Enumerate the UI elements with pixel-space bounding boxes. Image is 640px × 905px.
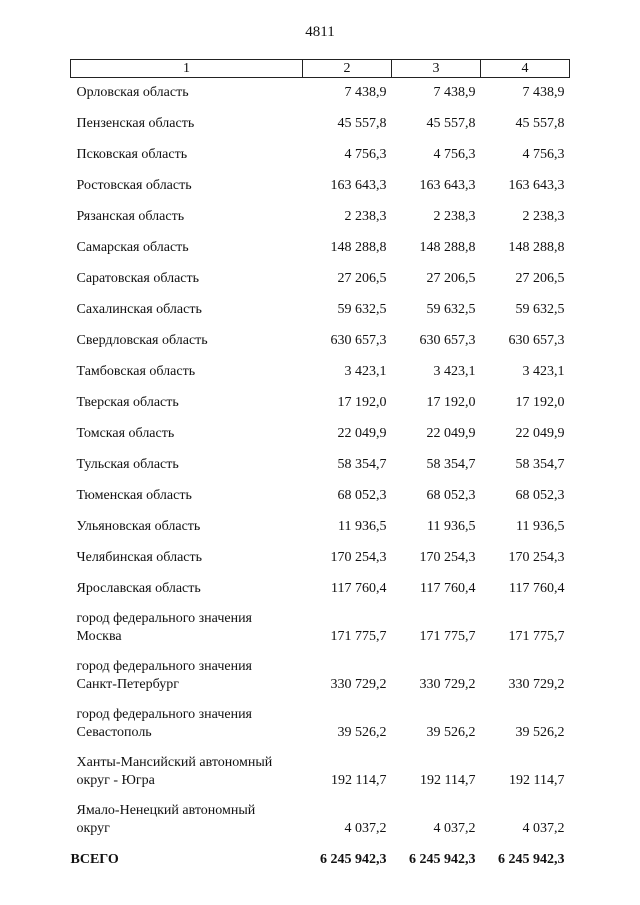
amount-cell-col2: 192 114,7 bbox=[331, 773, 387, 788]
table-row bbox=[71, 539, 570, 570]
amount-cell-col4: 117 760,4 bbox=[509, 581, 565, 596]
table-row bbox=[71, 78, 570, 106]
region-name-cell: Ярославская область bbox=[76, 581, 201, 596]
total-amount-col4: 6 245 942,3 bbox=[498, 852, 565, 867]
amount-cell-col2: 68 052,3 bbox=[337, 488, 387, 503]
amount-cell-col2: 330 729,2 bbox=[330, 677, 387, 692]
total-amount-col2: 6 245 942,3 bbox=[320, 852, 387, 867]
amount-cell-col3: 58 354,7 bbox=[426, 457, 476, 472]
amount-cell-col2: 163 643,3 bbox=[330, 178, 387, 193]
amount-cell-col3: 4 037,2 bbox=[433, 821, 476, 836]
amount-cell-col2: 17 192,0 bbox=[337, 395, 387, 410]
amount-cell-col3: 17 192,0 bbox=[426, 395, 476, 410]
amount-cell-col3: 59 632,5 bbox=[426, 302, 476, 317]
amount-cell-col3: 11 936,5 bbox=[427, 519, 476, 534]
amount-cell-col4: 192 114,7 bbox=[509, 773, 565, 788]
region-name-cell: Тюменская область bbox=[76, 488, 192, 503]
amount-cell-col4: 4 756,3 bbox=[522, 147, 565, 162]
amount-cell-col4: 2 238,3 bbox=[522, 209, 565, 224]
amount-cell-col3: 4 756,3 bbox=[433, 147, 476, 162]
amount-cell-col2: 171 775,7 bbox=[330, 629, 387, 644]
amount-cell-col2: 58 354,7 bbox=[337, 457, 387, 472]
amount-cell-col4: 39 526,2 bbox=[515, 725, 565, 740]
amount-cell-col2: 39 526,2 bbox=[337, 725, 387, 740]
amount-cell-col3: 45 557,8 bbox=[426, 116, 476, 131]
amount-cell-col4: 163 643,3 bbox=[508, 178, 565, 193]
amount-cell-col2: 148 288,8 bbox=[330, 240, 387, 255]
table-row bbox=[71, 508, 570, 539]
region-name-cell: Сахалинская область bbox=[76, 302, 202, 317]
region-name-cell: город федерального значения Москва bbox=[76, 611, 252, 644]
region-name-cell: Ямало-Ненецкий автономный округ bbox=[76, 803, 256, 836]
table-row bbox=[71, 745, 570, 793]
table-row bbox=[71, 477, 570, 508]
amount-cell-col4: 7 438,9 bbox=[522, 85, 565, 100]
amount-cell-col4: 4 037,2 bbox=[522, 821, 565, 836]
region-name-cell: Ханты-Мансийский автономный округ - Югра bbox=[76, 755, 273, 788]
amount-cell-col2: 117 760,4 bbox=[331, 581, 387, 596]
amount-cell-col2: 11 936,5 bbox=[338, 519, 387, 534]
amount-cell-col2: 4 756,3 bbox=[344, 147, 387, 162]
header-row bbox=[71, 60, 570, 78]
amount-cell-col3: 148 288,8 bbox=[419, 240, 476, 255]
region-name-cell: Тульская область bbox=[76, 457, 179, 472]
table-row bbox=[71, 322, 570, 353]
column-header-1: 1 bbox=[71, 60, 303, 78]
region-name-cell: Рязанская область bbox=[76, 209, 185, 224]
region-name-cell: Орловская область bbox=[76, 85, 189, 100]
amount-cell-col2: 2 238,3 bbox=[344, 209, 387, 224]
amount-cell-col4: 58 354,7 bbox=[515, 457, 565, 472]
amount-cell-col4: 45 557,8 bbox=[515, 116, 565, 131]
table-row bbox=[71, 384, 570, 415]
total-row bbox=[71, 841, 570, 872]
amount-cell-col3: 22 049,9 bbox=[426, 426, 476, 441]
amount-cell-col4: 11 936,5 bbox=[516, 519, 565, 534]
table-row bbox=[71, 570, 570, 601]
amount-cell-col2: 27 206,5 bbox=[337, 271, 387, 286]
amount-cell-col2: 7 438,9 bbox=[344, 85, 387, 100]
region-name-cell: Самарская область bbox=[76, 240, 189, 255]
region-name-cell: Томская область bbox=[76, 426, 175, 441]
region-name-cell: Псковская область bbox=[76, 147, 188, 162]
amount-cell-col3: 3 423,1 bbox=[433, 364, 476, 379]
amount-cell-col4: 330 729,2 bbox=[508, 677, 565, 692]
amount-cell-col4: 171 775,7 bbox=[508, 629, 565, 644]
table-row bbox=[71, 229, 570, 260]
amount-cell-col3: 117 760,4 bbox=[420, 581, 476, 596]
region-name-cell: Тамбовская область bbox=[76, 364, 196, 379]
table-row bbox=[71, 446, 570, 477]
amount-cell-col3: 163 643,3 bbox=[419, 178, 476, 193]
amount-cell-col4: 630 657,3 bbox=[508, 333, 565, 348]
amount-cell-col4: 27 206,5 bbox=[515, 271, 565, 286]
column-header-4: 4 bbox=[481, 60, 570, 78]
amount-cell-col3: 330 729,2 bbox=[419, 677, 476, 692]
amount-cell-col3: 630 657,3 bbox=[419, 333, 476, 348]
column-header-3: 3 bbox=[392, 60, 481, 78]
amount-cell-col3: 192 114,7 bbox=[420, 773, 476, 788]
amount-cell-col2: 4 037,2 bbox=[344, 821, 387, 836]
region-name-cell: Пензенская область bbox=[76, 116, 195, 131]
region-name-cell: Ростовская область bbox=[76, 178, 192, 193]
total-label: ВСЕГО bbox=[70, 852, 119, 867]
table-row bbox=[71, 105, 570, 136]
table-row bbox=[71, 601, 570, 649]
budget-table bbox=[70, 59, 570, 872]
amount-cell-col3: 7 438,9 bbox=[433, 85, 476, 100]
amount-cell-col3: 68 052,3 bbox=[426, 488, 476, 503]
amount-cell-col3: 2 238,3 bbox=[433, 209, 476, 224]
amount-cell-col4: 59 632,5 bbox=[515, 302, 565, 317]
amount-cell-col3: 171 775,7 bbox=[419, 629, 476, 644]
table-row bbox=[71, 136, 570, 167]
amount-cell-col2: 45 557,8 bbox=[337, 116, 387, 131]
table-row bbox=[71, 291, 570, 322]
region-name-cell: Ульяновская область bbox=[76, 519, 201, 534]
amount-cell-col2: 59 632,5 bbox=[337, 302, 387, 317]
region-name-cell: Саратовская область bbox=[76, 271, 200, 286]
amount-cell-col4: 17 192,0 bbox=[515, 395, 565, 410]
amount-cell-col2: 22 049,9 bbox=[337, 426, 387, 441]
amount-cell-col2: 630 657,3 bbox=[330, 333, 387, 348]
page-number: 4811 bbox=[305, 24, 335, 40]
amount-cell-col4: 148 288,8 bbox=[508, 240, 565, 255]
amount-cell-col4: 68 052,3 bbox=[515, 488, 565, 503]
region-name-cell: Тверская область bbox=[76, 395, 179, 410]
amount-cell-col2: 170 254,3 bbox=[330, 550, 387, 565]
region-name-cell: город федерального значения Санкт-Петербург bbox=[76, 659, 252, 692]
table-row bbox=[71, 353, 570, 384]
amount-cell-col4: 170 254,3 bbox=[508, 550, 565, 565]
amount-cell-col2: 3 423,1 bbox=[344, 364, 387, 379]
region-name-cell: Челябинская область bbox=[76, 550, 202, 565]
region-name-cell: Свердловская область bbox=[76, 333, 208, 348]
amount-cell-col3: 39 526,2 bbox=[426, 725, 476, 740]
table-row bbox=[71, 697, 570, 745]
table-row bbox=[71, 260, 570, 291]
table-row bbox=[71, 415, 570, 446]
amount-cell-col4: 22 049,9 bbox=[515, 426, 565, 441]
column-header-2: 2 bbox=[303, 60, 392, 78]
table-row bbox=[71, 793, 570, 841]
amount-cell-col3: 170 254,3 bbox=[419, 550, 476, 565]
table-row bbox=[71, 649, 570, 697]
amount-cell-col4: 3 423,1 bbox=[522, 364, 565, 379]
region-name-cell: город федерального значения Севастополь bbox=[76, 707, 252, 740]
total-amount-col3: 6 245 942,3 bbox=[409, 852, 476, 867]
table-header bbox=[71, 60, 570, 78]
amount-cell-col3: 27 206,5 bbox=[426, 271, 476, 286]
table-row bbox=[71, 167, 570, 198]
table-body bbox=[71, 78, 570, 873]
table-row bbox=[71, 198, 570, 229]
